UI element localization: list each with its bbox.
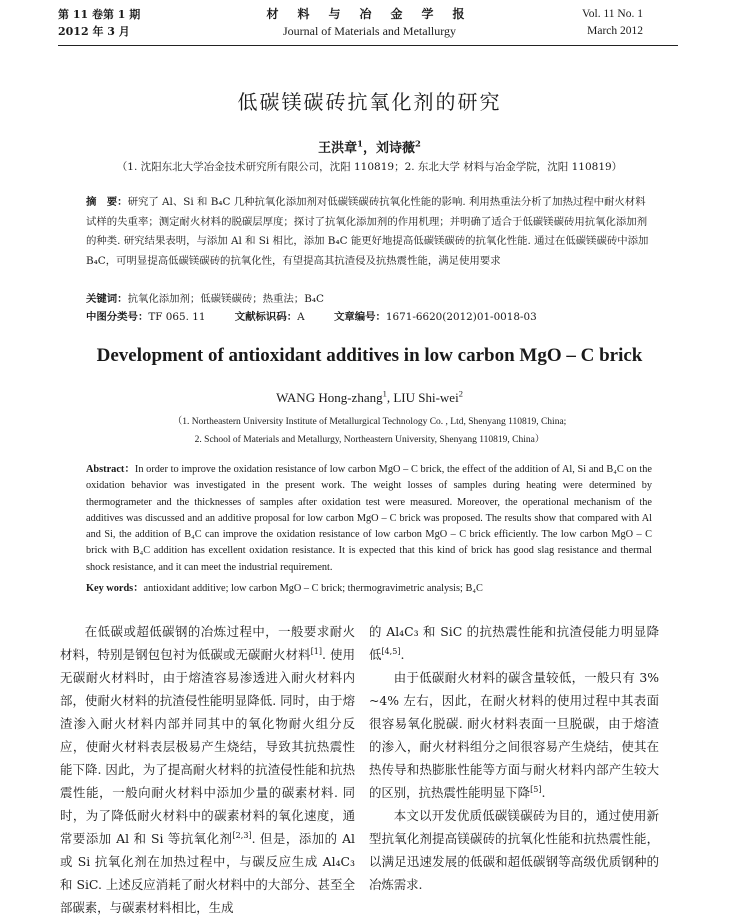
article-no-label: 文章编号： xyxy=(333,311,386,323)
affiliation-cn: （1. 沈阳东北大学冶金技术研究所有限公司，沈阳 110819；2. 东北大学 材料与冶金学院，沈阳 110819） xyxy=(116,161,623,173)
body-paragraph-1 xyxy=(60,620,355,919)
citation-2-3: [2,3] xyxy=(232,830,252,840)
author-separator-en: , xyxy=(386,390,394,405)
author-2-en: LIU Shi-wei xyxy=(393,390,459,405)
abstract-cn xyxy=(86,193,652,271)
abstract-label-en: Abstract： xyxy=(86,464,135,475)
clc-group xyxy=(86,311,205,323)
body-text: 由于低碳耐火材料的碳含量较低，一般只有 3% ~4% 左右，因此，在耐火材料的使用过程中其表面很容易氧化脱碳. 耐火材料表面一旦脱碳，由于熔渣的渗入，耐火材料组分之间很容易产生烧结，使其在热传导和热膨胀性能等方面与耐火材料内部产生较大的区别，抗热震性能明显下降 xyxy=(369,670,659,800)
body-paragraph-3 xyxy=(369,804,659,896)
doc-code-group xyxy=(235,311,305,323)
body-text: 的 Al₄C₃ 和 SiC 的抗热震性能和抗渣侵能力明显降低 xyxy=(369,624,659,662)
affiliation-en-1: （1. Northeastern University Institute of Metallurgical Technology Co. , Ltd, Shenyang 110819, China; xyxy=(172,417,567,427)
author-1-affil-mark-en: 1 xyxy=(382,388,387,399)
body-text: . xyxy=(541,785,546,800)
author-1-en: WANG Hong-zhang xyxy=(276,390,383,405)
author-1-cn: 王洪章 xyxy=(318,141,358,156)
author-2-cn: 刘诗薇 xyxy=(376,141,416,156)
body-paragraph-1-continued xyxy=(369,620,659,666)
paper-title-cn: 低碳镁碳砖抗氧化剂的研究 xyxy=(237,90,502,114)
volume-issue-en: Vol. 11 No. 1 xyxy=(581,8,643,20)
running-header-right xyxy=(582,6,643,40)
author-1-affil-mark: 1 xyxy=(357,138,363,149)
abstract-label-cn: 摘 要： xyxy=(86,196,128,208)
citation-4-5: [4,5] xyxy=(381,646,401,656)
clc-label: 中图分类号： xyxy=(86,311,149,323)
citation-5: [5] xyxy=(530,784,542,794)
body-text: 在低碳或超低碳钢的冶炼过程中，一般要求耐火材料，特别是钢包包衬为低碳或无碳耐火材料 xyxy=(60,624,355,662)
body-text: . xyxy=(400,647,405,662)
header-rule xyxy=(58,45,678,46)
issue-date: 2012 年 3 月 xyxy=(58,25,130,38)
journal-name-cn: 材 料 与 冶 金 学 报 xyxy=(266,7,473,21)
body-text: 本文以开发优质低碳镁碳砖为目的，通过使用新型抗氧化剂提高镁碳砖的抗氧化性能和抗热震性能，以满足迅速发展的低碳和超低碳钢等高级优质钢种的冶炼需求. xyxy=(369,808,659,892)
classification-line xyxy=(86,308,652,328)
abstract-en xyxy=(86,462,652,576)
authors-cn xyxy=(0,137,739,156)
keywords-en xyxy=(86,581,652,597)
doc-code-value: A xyxy=(297,311,305,323)
authors-en xyxy=(0,390,739,406)
author-separator: ， xyxy=(362,141,376,156)
clc-value: TF 065. 11 xyxy=(148,311,206,323)
affiliation-en-2: 2. School of Materials and Metallurgy, Northeastern University, Shenyang 110819, China） xyxy=(194,435,545,445)
issue-date-en: March 2012 xyxy=(587,25,643,37)
body-column-right xyxy=(369,620,659,896)
journal-name-en: Journal of Materials and Metallurgy xyxy=(282,24,457,38)
body-paragraph-2 xyxy=(369,666,659,804)
keywords-label-cn: 关键词： xyxy=(86,293,128,305)
body-text: . 但是，添加的 Al 或 Si 抗氧化剂在加热过程中，与碳反应生成 Al₄C₃ 和 SiC. 上述反应消耗了耐火材料中的大部分、甚至全部碳素，与碳素材料相比，生成 xyxy=(60,831,355,915)
keywords-cn xyxy=(86,290,652,310)
body-column-left xyxy=(60,620,355,919)
article-no-group xyxy=(334,311,537,323)
article-no-value: 1671-6620(2012)01-0018-03 xyxy=(385,311,537,323)
doc-code-label: 文献标识码： xyxy=(234,311,298,323)
keywords-text-en: antioxidant additive; low carbon MgO – C brick; thermogravimetric analysis; B₄C xyxy=(143,583,483,594)
author-2-affil-mark-en: 2 xyxy=(458,388,463,399)
abstract-text-cn: 研究了 Al、Si 和 B₄C 几种抗氧化添加剂对低碳镁碳砖抗氧化性能的影响. 利用热重法分析了加热过程中耐火材料试样的失重率；测定耐火材料的脱碳层厚度；探讨了抗氧化添加剂的作用机理；并明确了适合于低碳镁碳砖用抗氧化添加剂的种类. 研究结果表明，与添加 Al 和 Si 相比，添加 B₄C 能更好地提高低碳镁碳砖的抗氧化性能. 通过在低碳镁碳砖中添加 B₄C，可明显提高低碳镁碳砖的抗氧化性，有望提高其抗渣侵及抗热震性能，满足使用要求 xyxy=(86,196,649,267)
body-text: . 使用无碳耐火材料时，由于熔渣容易渗透进入耐火材料内部，使耐火材料的抗渣侵性能明显降低. 同时，由于熔渣渗入耐火材料内部并同其中的氧化物耐火组分反应，使耐火材料表层极易产生烧结，导致其抗热震性能下降. 因此，为了提高耐火材料的抗渣侵性能和抗热震性能，一般向耐火材料中添加少量的碳素材料. 同时，为了降低耐火材料中的碳素材料的氧化速度，通常要添加 Al 和 Si 等抗氧化剂 xyxy=(60,647,355,846)
keywords-text-cn: 抗氧化添加剂；低碳镁碳砖；热重法；B₄C xyxy=(127,293,324,305)
keywords-label-en: Key words： xyxy=(86,583,144,594)
author-2-affil-mark: 2 xyxy=(415,138,421,149)
paper-title-en: Development of antioxidant additives in low carbon MgO – C brick xyxy=(96,345,643,366)
abstract-text-en: In order to improve the oxidation resistance of low carbon MgO – C brick, the effect of the addition of Al, Si and B₄C on the oxidation behavior was investigated in the present work. The weight losses of samples during heating were determined by thermogrameter and the thicknesses of samples after oxidation test were measured. Moreover, the operational mechanism of the additives was discussed and an additive proposal for low carbon MgO – C brick was proposed. The results show that compared with Al and Si, the addition of B₄C can improve the oxidation resistance of low carbon MgO – C brick efficiently. The low carbon MgO – C brick with B₄C addition has excellent oxidation resistance. It is expected that this kind of brick has good slag resistance and thermal shock resistance, and it can meet the industrial requirement. xyxy=(86,464,652,573)
citation-1: [1] xyxy=(310,646,323,656)
volume-issue: 第 11 卷第 1 期 xyxy=(58,8,141,21)
